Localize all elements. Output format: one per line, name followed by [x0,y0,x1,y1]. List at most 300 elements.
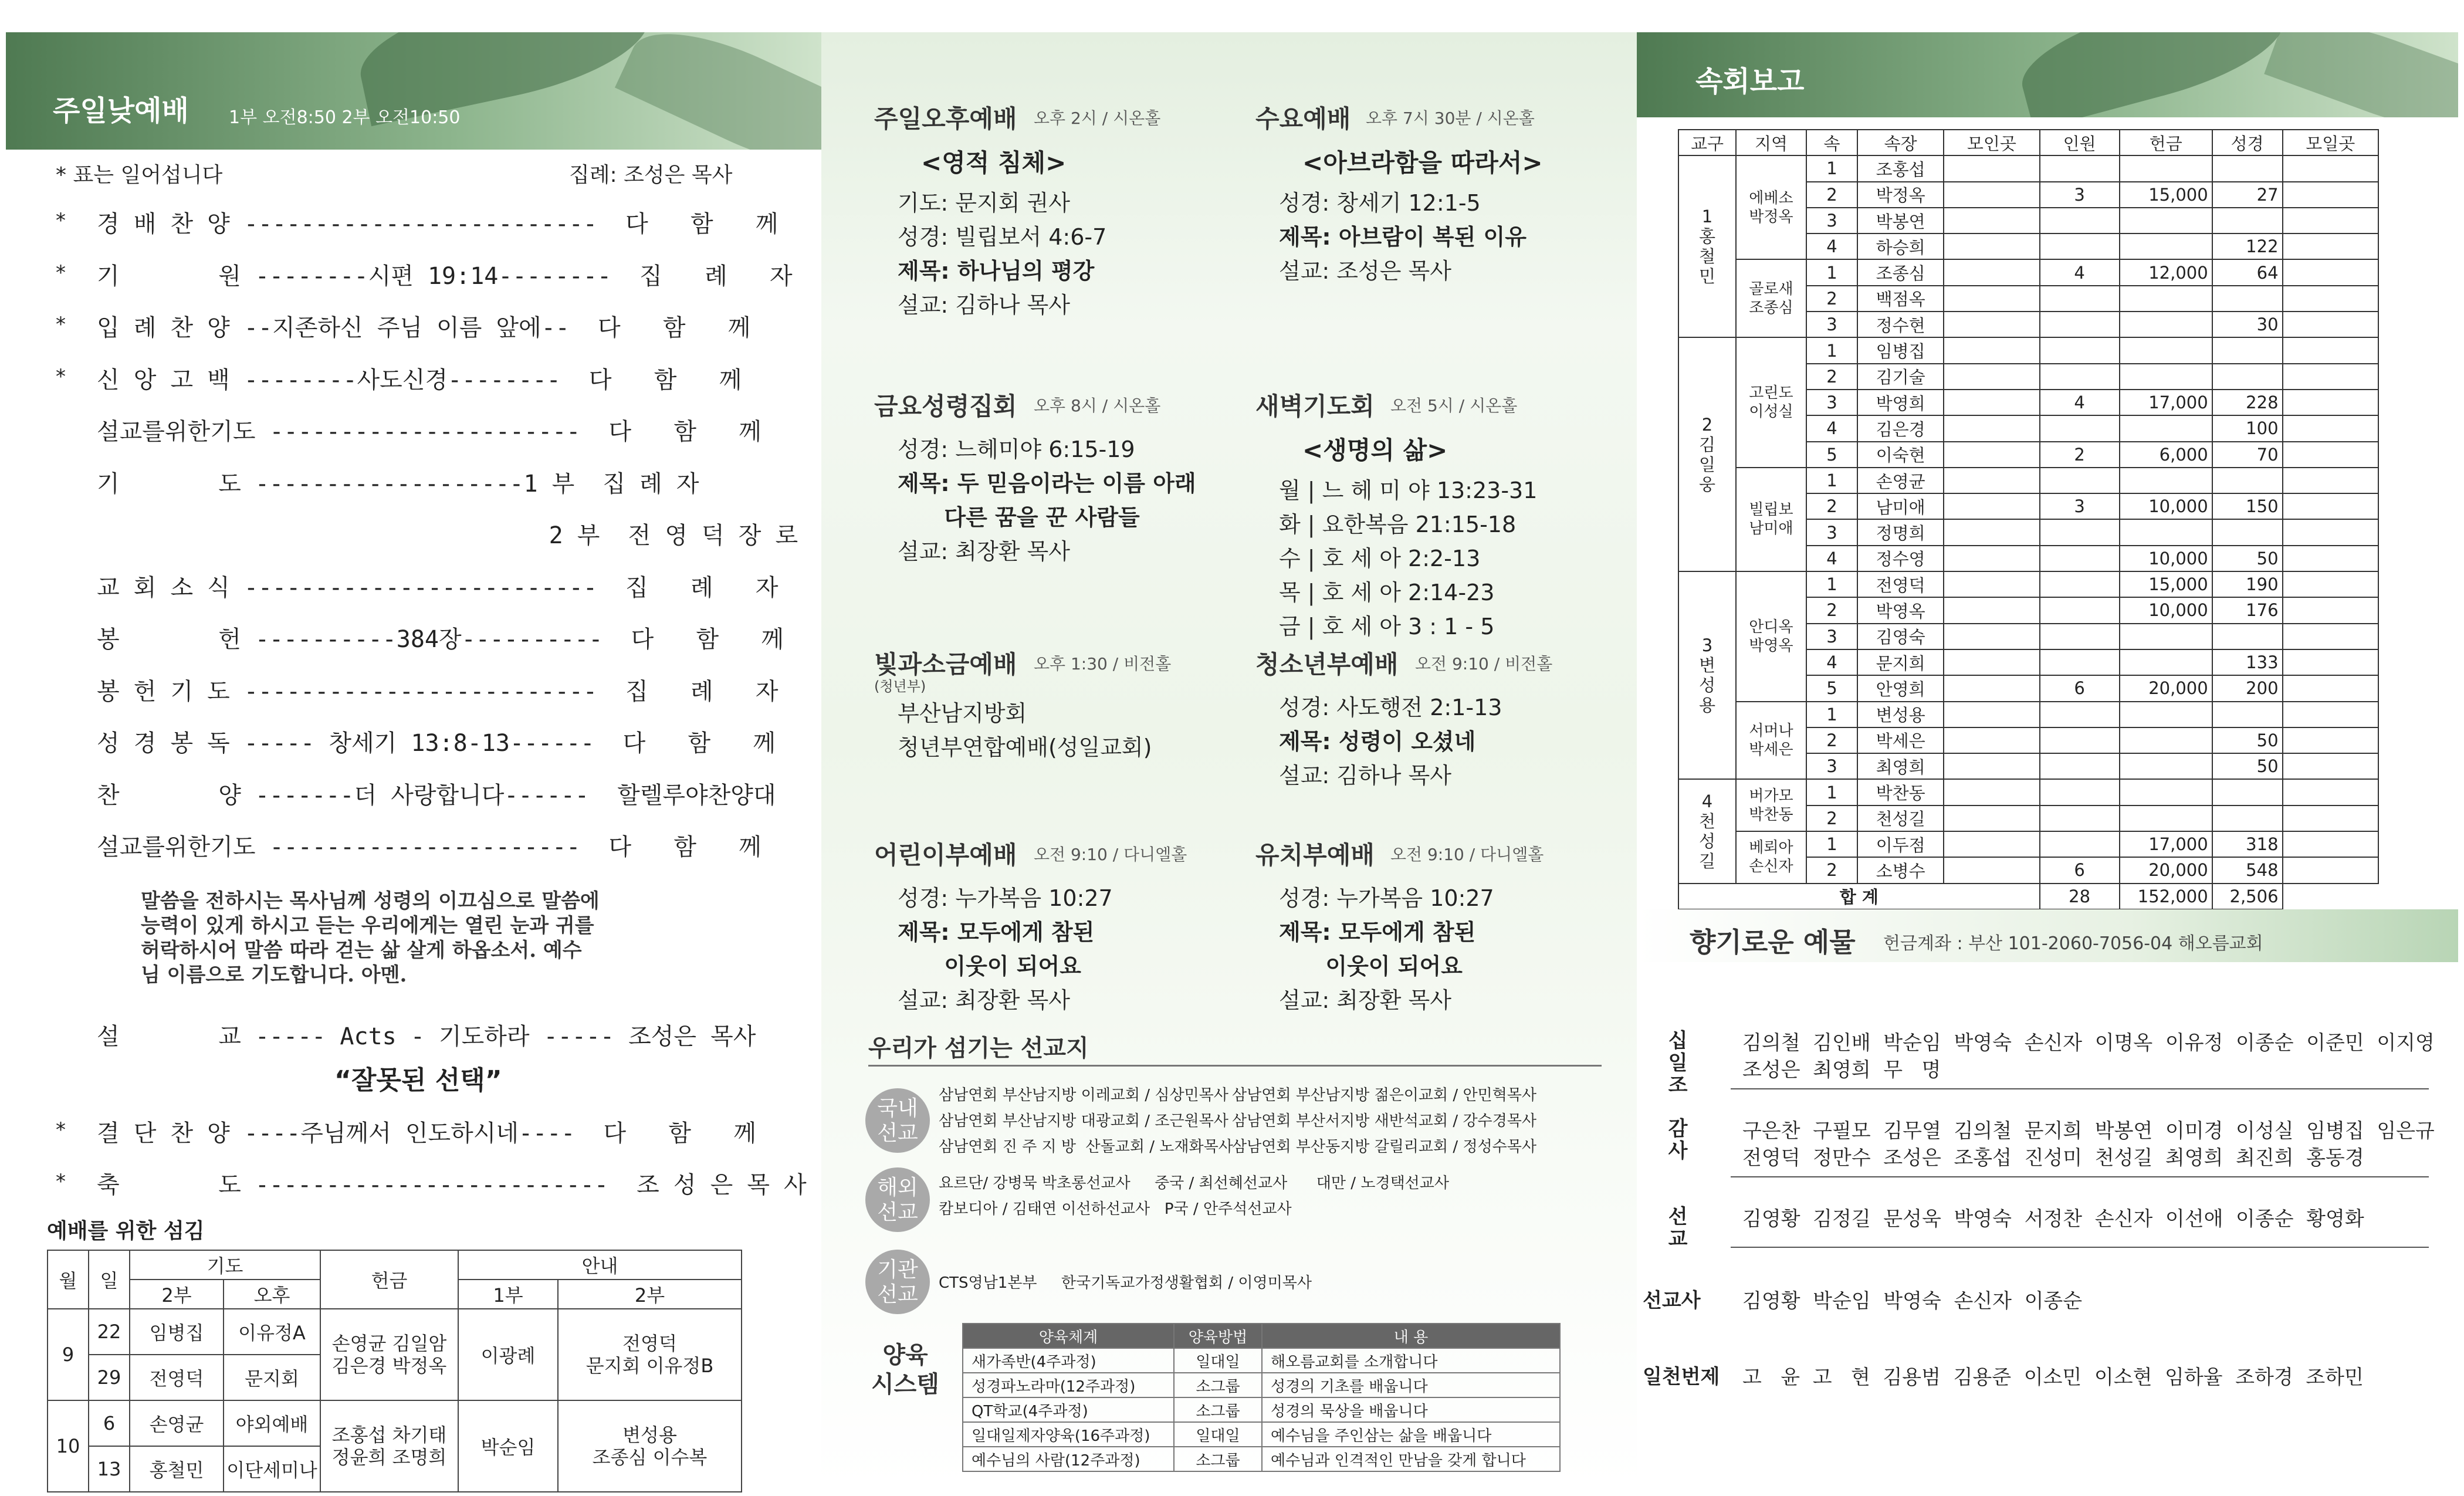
cell [2283,675,2378,701]
sermon-title: “잘못된 선택” [334,1065,502,1095]
offering-names: 김영황 김정길 문성욱 박영숙 서정찬 손신자 이선애 이종순 황영화 [1742,1207,2364,1231]
order-item: 기 도 -------------------1 부 집 례 자 [97,470,699,497]
cell [2120,337,2212,363]
cell [1944,259,2039,285]
standing-mark: * [56,364,66,388]
mission-item: 삼남연회 부산서지방 새반석교회 / 강수경목사 [1232,1112,1537,1130]
cell: 이두점 [1857,831,1944,857]
service-detail: 설교: 조성은 목사 [1279,258,1451,284]
cell [2040,624,2120,649]
cell [2283,390,2378,415]
missions-title: 우리가 섬기는 선교지 [868,1034,1089,1062]
mission-item: 삼남연회 진 주 지 방 산돌교회 / 노재화목사 [939,1138,1233,1156]
service-detail: 제목: 성령이 오셨네 [1279,729,1476,754]
table-row [1678,779,2378,805]
cell [2040,805,2120,831]
column-header: 인원 [2040,130,2120,155]
service-time: 오후 1:30 / 비전홀 [1034,654,1172,673]
cell: 70 [2212,442,2283,468]
cell: 2 [1806,597,1857,623]
cell [2283,805,2378,831]
cell [2283,649,2378,675]
service-detail: 설교: 최장환 목사 [898,539,1070,564]
service-subject: <아브라함을 따라서> [1302,148,1543,177]
offering-group [1668,1205,2435,1251]
cell: 3 [1806,519,1857,545]
standing-mark: * [56,209,66,232]
cell [2283,597,2378,623]
service-detail: 성경: 사도행전 2:1-13 [1279,695,1502,720]
cell [1944,546,2039,571]
prayer-line: 님 이름으로 기도합니다. 아멘. [141,963,407,987]
cell: 홍철민 [130,1446,224,1492]
cell: 190 [2212,571,2283,597]
cell [2120,312,2212,337]
service-detail: 이웃이 되어요 [898,953,1081,979]
cell [2283,286,2378,312]
cell [2283,208,2378,233]
cell: 이단세미나 [224,1446,320,1492]
cell [2040,312,2120,337]
service-detail: 제목: 하나님의 평강 [898,258,1095,284]
cell: 548 [2212,857,2283,883]
cell: 손영균 [130,1400,224,1446]
col-usher-1st: 1부 [458,1280,558,1309]
district-cell: 3 변 성 용 [1678,571,1736,779]
cell [2283,727,2378,753]
cell: 임병집 [130,1309,224,1355]
cell: 문지회 [224,1355,320,1400]
table-row [1678,468,2378,493]
cell [2120,286,2212,312]
table-row [1678,155,2378,181]
cell: 2 [1806,182,1857,208]
cell [1944,857,2039,883]
cell: 변성용 [1857,702,1944,727]
service-detail: 설교: 김하나 목사 [898,292,1070,318]
column-header: 속장 [1857,130,1944,155]
cell [2040,415,2120,441]
cell: 152,000 [2120,884,2212,909]
cell [2040,519,2120,545]
cell: 15,000 [2120,571,2212,597]
cell [2283,259,2378,285]
cell: 1 [1806,468,1857,493]
table-row [1678,831,2378,857]
total-label: 합 계 [1678,884,2040,909]
cell [2212,286,2283,312]
cell [2120,155,2212,181]
table-row [963,1422,1560,1447]
divider [1731,1176,2429,1177]
mission-item: 삼남연회 부산남지방 이레교회 / 심상민목사 [939,1087,1228,1104]
cell [2120,649,2212,675]
cell [1944,753,2039,779]
service-detail: 설교: 최장환 목사 [898,987,1070,1013]
cell [1944,571,2039,597]
cell [2212,364,2283,390]
order-item: 봉 헌 ----------384장---------- 다 함 께 [97,626,784,653]
cell [1944,675,2039,701]
cell [2283,519,2378,545]
table-row [48,1309,742,1355]
cell [2040,702,2120,727]
cell: 문지희 [1857,649,1944,675]
area-cell: 버가모 박찬동 [1736,779,1806,831]
service-detail: 청년부연합예배(성일교회) [898,735,1152,760]
cell: 손영균 [1857,468,1944,493]
cell [2283,312,2378,337]
column-header: 지역 [1736,130,1806,155]
cell [1944,649,2039,675]
sunday-worship-panel [6,32,821,1487]
cell: 소병수 [1857,857,1944,883]
column-header: 양육체계 [963,1324,1174,1348]
cell [2120,727,2212,753]
cell [2120,233,2212,259]
cell: 10 [48,1400,89,1492]
cell [2212,624,2283,649]
cell [2120,702,2212,727]
service-detail: 제목: 모두에게 참된 [898,919,1095,945]
cell [2040,155,2120,181]
cell [2040,233,2120,259]
service-time: 오후 7시 30분 / 시온홀 [1366,109,1535,128]
cell: 22 [89,1309,130,1355]
cell: 3 [1806,208,1857,233]
cell [2120,468,2212,493]
mission-item: 삼남연회 부산동지방 갈릴리교회 / 정성수목사 [1232,1138,1537,1156]
cell: 2 [1806,286,1857,312]
leaf-decoration [2011,32,2294,117]
service-detail: 금 | 호 세 아 3 : 1 - 5 [1279,614,1495,639]
cell [1944,624,2039,649]
cell: 12,000 [2120,259,2212,285]
cell [1944,415,2039,441]
col-month: 월 [48,1250,89,1309]
cell [1944,779,2039,805]
cell: 4 [2040,259,2120,285]
cell: 6 [2040,675,2120,701]
cell: 박정옥 [1857,182,1944,208]
offering-category: 십일조 [1668,1029,1688,1097]
col-day: 일 [89,1250,130,1309]
service-detail: 성경: 누가복음 10:27 [1279,885,1494,911]
cell: 일대일 [1174,1422,1262,1447]
area-cell: 안디옥 박영옥 [1736,571,1806,701]
cell [2212,519,2283,545]
service-time: 오전 9:10 / 다니엘홀 [1390,845,1544,864]
cell: 김기술 [1857,364,1944,390]
cell: 3 [1806,390,1857,415]
cell [2040,779,2120,805]
cell: 예수님과 인격적인 만남을 갖게 합니다 [1262,1447,1560,1471]
service-subtitle: (청년부) [874,678,926,695]
cell [1944,442,2039,468]
cell [1944,286,2039,312]
order-item: 찬 양 -------더 사랑합니다------ 할렐루야찬양대 [97,781,776,809]
cell: 정명희 [1857,519,1944,545]
cell: 200 [2212,675,2283,701]
service-detail: 화 | 요한복음 21:15-18 [1279,512,1517,537]
cell: 조홍섭 [1857,155,1944,181]
cell: 천성길 [1857,805,1944,831]
cell: 조홍섭 차기태 정윤희 조명희 [320,1400,458,1492]
service-detail: 수 | 호 세 아 2:2-13 [1279,546,1481,571]
service-title: 어린이부예배 [874,841,1017,869]
order-item: 2 부 전 영 덕 장 로 [97,522,798,549]
offering-group [1668,1117,2435,1172]
overseas-missions-list [939,1170,1449,1222]
cell [2283,831,2378,857]
order-item: 설교를위한기도 ---------------------- 다 함 께 [97,418,761,445]
cell: 50 [2212,753,2283,779]
service-detail: 부산남지방회 [898,700,1027,726]
service-subject: <영적 침체> [921,148,1067,177]
offering-category: 선교사 [1643,1289,1701,1312]
service-title: 유치부예배 [1255,841,1375,869]
order-item: 교 회 소 식 ------------------------- 집 례 자 [97,574,779,601]
service-detail: 제목: 모두에게 참된 [1279,919,1476,945]
service-detail: 제목: 아브람이 복된 이유 [1279,224,1527,250]
offering-account: 헌금계좌 : 부산 101-2060-7056-04 해오름교회 [1883,933,2263,954]
offering-category: 감사 [1668,1117,1688,1163]
offering-names: 고 윤 고 현 김용범 김용준 이소민 이소현 임하율 조하경 조하민 [1742,1366,2364,1389]
col-offering: 헌금 [320,1250,458,1309]
order-item: 입 례 찬 양 --지존하신 주님 이름 앞에-- 다 함 께 [97,314,751,341]
cell: 2 [1806,364,1857,390]
cell: 소그룹 [1174,1397,1262,1422]
service-roster-title: 예배를 위한 섬김 [47,1219,205,1243]
cell: 김영숙 [1857,624,1944,649]
service-detail: 목 | 호 세 아 2:14-23 [1279,580,1495,605]
offering-group [1668,1029,2435,1097]
table-row [963,1373,1560,1397]
table-row [48,1400,742,1446]
cell: 4 [1806,649,1857,675]
cell: 6 [2040,857,2120,883]
cell: 2 [2040,442,2120,468]
order-item: 경 배 찬 양 ------------------------- 다 함 께 [97,211,779,238]
service-detail: 성경: 빌립보서 4:6-7 [898,224,1107,250]
growth-system-table [962,1323,1561,1472]
cell [1944,155,2039,181]
cell: 13 [89,1446,130,1492]
area-cell: 골로새 조종심 [1736,259,1806,337]
service-title: 빛과소금예배 [874,650,1017,679]
cell: 9 [48,1309,89,1400]
service-roster-table [47,1250,742,1492]
cell: 176 [2212,597,2283,623]
cell: 1 [1806,702,1857,727]
cell [2212,779,2283,805]
column-header: 교구 [1678,130,1736,155]
service-detail: 제목: 두 믿음이라는 이름 아래 [898,471,1196,496]
sunday-worship-header [6,32,821,150]
cell [2120,364,2212,390]
cell: 박영희 [1857,390,1944,415]
cell-group-report-table [1678,129,2379,910]
cell: 4 [1806,415,1857,441]
service-time: 오후 8시 / 시온홀 [1034,396,1161,415]
district-cell: 4 천 성 길 [1678,779,1736,883]
section-title: 속회보고 [1695,65,1805,98]
cell: 29 [89,1355,130,1400]
mission-item: 캄보디아 / 김태연 이선하선교사 P국 / 안주석선교사 [939,1200,1292,1218]
cell [2040,546,2120,571]
standing-mark: * [56,313,66,336]
cell: 2 [1806,857,1857,883]
area-cell: 서머나 박세은 [1736,702,1806,780]
cell [1944,831,2039,857]
cell [1944,233,2039,259]
cell: 27 [2212,182,2283,208]
cell: 소그룹 [1174,1373,1262,1397]
divider [1731,1247,2429,1248]
cell: 5 [1806,442,1857,468]
cell: 조종심 [1857,259,1944,285]
cell: 전영덕 문지회 이유정B [558,1309,742,1400]
area-cell: 에베소 박정옥 [1736,155,1806,259]
order-item: 신 앙 고 백 --------사도신경-------- 다 함 께 [97,366,742,394]
cell [2283,468,2378,493]
area-cell: 고린도 이성실 [1736,337,1806,467]
service-time: 오전 9:10 / 비전홀 [1415,654,1553,673]
domestic-missions-badge: 국내 선교 [865,1088,930,1153]
table-row [1678,259,2378,285]
order-item: 봉 헌 기 도 ------------------------- 집 례 자 [97,678,779,705]
service-times: 1부 오전8:50 2부 오전10:50 [229,107,461,128]
cell [2040,468,2120,493]
cell: 20,000 [2120,857,2212,883]
cell: 3 [2040,182,2120,208]
table-row [1678,571,2378,597]
standing-note: * 표는 일어섭니다 [56,163,223,187]
cell [2283,337,2378,363]
standing-mark: * [56,260,66,285]
cell: 10,000 [2120,493,2212,519]
reports-header [1637,32,2458,117]
cell: 박봉연 [1857,208,1944,233]
cell: 예수님의 사람(12주과정) [963,1447,1174,1471]
cell [1944,493,2039,519]
offering-names: 구은찬 구필모 김무열 김의철 문지희 박봉연 이미경 이성실 임병집 임은규 전영덕 정만수 조성은 조홍섭 진성미 천성길 최영희 최진희 홍동경 [1742,1119,2435,1170]
cell: 318 [2212,831,2283,857]
cell [1944,208,2039,233]
mission-item: 삼남연회 부산남지방 젊은이교회 / 안민혁목사 [1232,1087,1537,1104]
cell: 1 [1806,155,1857,181]
cell [2040,649,2120,675]
offering-category: 선교 [1668,1205,1688,1251]
cell [1944,390,2039,415]
cell [1944,805,2039,831]
cell [2120,519,2212,545]
cell: 3 [2040,493,2120,519]
column-header: 헌금 [2120,130,2212,155]
prayer-line: 허락하시어 말씀 따라 걷는 삶 살게 하옵소서. 예수 [141,939,582,962]
service-detail: 설교: 최장환 목사 [1279,987,1451,1013]
cell [1944,312,2039,337]
cell: 변성용 조종심 이수복 [558,1400,742,1492]
cell: 17,000 [2120,390,2212,415]
col-usher: 안내 [458,1250,742,1280]
mission-item: 삼남연회 부산남지방 대광교회 / 조근원목사 [939,1112,1228,1130]
cell [2040,337,2120,363]
cell: 최영희 [1857,753,1944,779]
offering-category: 일천번제 [1643,1365,1720,1389]
service-detail: 설교: 김하나 목사 [1279,763,1451,788]
presider: 집례: 조성은 목사 [569,163,733,187]
offering-names: 김영황 박순임 박영숙 손신자 이종순 [1742,1289,2083,1313]
service-time: 오전 9:10 / 다니엘홀 [1034,845,1187,864]
offering-group [1643,1364,2435,1391]
cell: 안영희 [1857,675,1944,701]
cell: 1 [1806,831,1857,857]
order-item: 축 도 ------------------------- 조 성 은 목 사 [97,1172,807,1199]
cell: 박찬동 [1857,779,1944,805]
cell: 20,000 [2120,675,2212,701]
cell: 정수영 [1857,546,1944,571]
prayer-line: 능력이 있게 하시고 듣는 우리에게는 열린 눈과 귀를 [141,914,594,937]
cell: 소그룹 [1174,1447,1262,1471]
cell: 64 [2212,259,2283,285]
cell [2283,182,2378,208]
cell [2040,831,2120,857]
cell: 2 [1806,805,1857,831]
cell: 손영균 김일암 김은경 박정옥 [320,1309,458,1400]
cell: 임병집 [1857,337,1944,363]
org-missions-list: CTS영남1본부 한국기독교가정생활협회 / 이영미목사 [939,1274,1312,1292]
service-time: 오후 2시 / 시온홀 [1034,109,1161,128]
cell: 2,506 [2212,884,2283,909]
table-header-row [1678,130,2378,155]
cell: 성경의 기초를 배웁니다 [1262,1373,1560,1397]
cell: 1 [1806,571,1857,597]
cell [1944,519,2039,545]
table-header-row [963,1324,1560,1348]
cell: 4 [2040,390,2120,415]
cell: 김은경 [1857,415,1944,441]
service-detail: 성경: 창세기 12:1-5 [1279,190,1481,216]
area-cell: 빌립보 남미애 [1736,468,1806,571]
cell: 박영옥 [1857,597,1944,623]
org-missions-badge: 기관 선교 [865,1250,930,1314]
cell: 전영덕 [1857,571,1944,597]
cell [1944,468,2039,493]
cell: 이광례 [458,1309,558,1400]
cell: 새가족반(4주과정) [963,1348,1174,1373]
domestic-missions-list [1232,1082,1536,1160]
col-prayer-2nd: 2부 [130,1280,224,1309]
service-subject: <생명의 삶> [1302,436,1448,465]
divider [868,1065,1602,1067]
cell: 17,000 [2120,831,2212,857]
cell [2283,571,2378,597]
cell: 3 [1806,753,1857,779]
table-row [963,1348,1560,1373]
service-detail: 성경: 누가복음 10:27 [898,885,1113,911]
cell [2040,364,2120,390]
cell: 정수현 [1857,312,1944,337]
cell [2040,753,2120,779]
total-row [1678,884,2378,909]
cell: 일대일제자양육(16주과정) [963,1422,1174,1447]
cell: 박순임 [458,1400,558,1492]
cell: 성경파노라마(12주과정) [963,1373,1174,1397]
cell [1944,337,2039,363]
service-time: 오전 5시 / 시온홀 [1390,396,1518,415]
column-header: 내 용 [1262,1324,1560,1348]
